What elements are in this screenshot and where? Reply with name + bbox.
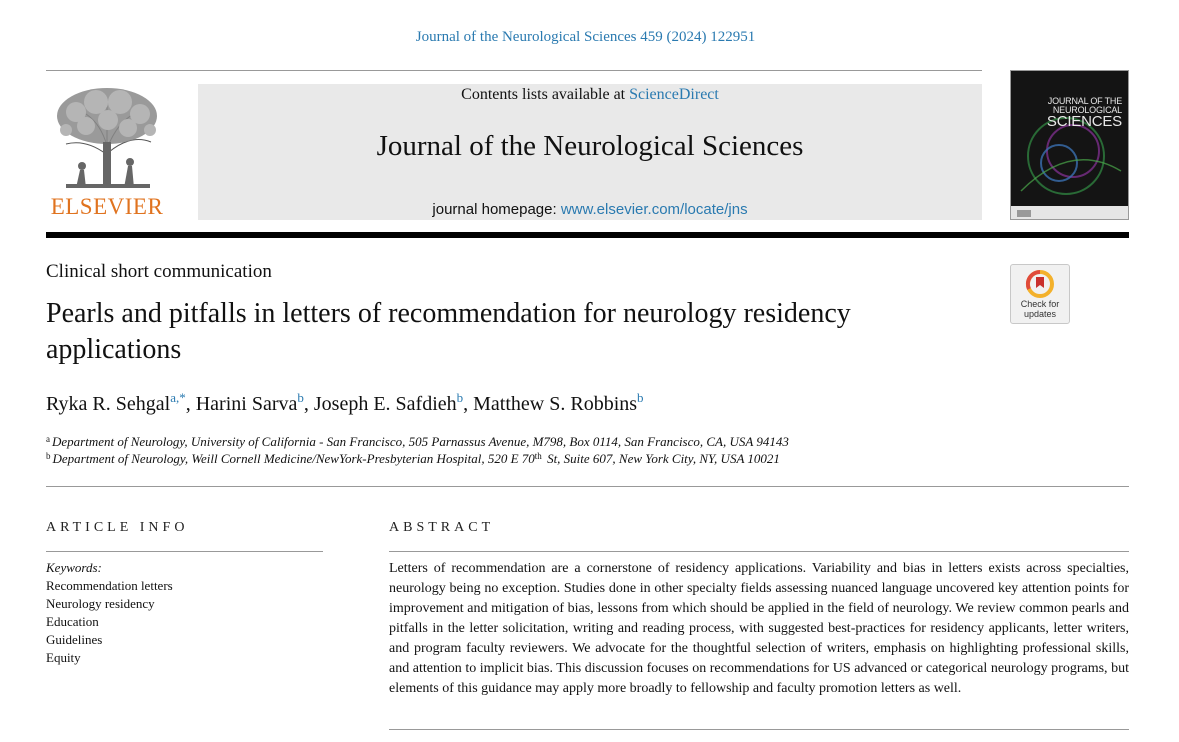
affiliation-text-end: St, Suite 607, New York City, NY, USA 10021 (543, 451, 780, 466)
article-info-heading: ARTICLE INFO (46, 520, 189, 535)
affiliation-label: a (46, 434, 50, 444)
abstract-text: Letters of recommendation are a cornerstone of residency applications. Variability and bias in letters exists across specialties, neurology being no exception. Studies done in other specialty fields assessing nuanced language uncovered key attention points for improvement and mitigation of bias, lessons from which should be applied in the field of neurology. We review common pearls and pitfalls in the letter solicitation, writing and reading process, with suggested best-practices for residency applicants, letter writers, and program faculty reviewers. We advocate for the thoughtful selection of writers, emphasis on highlighting professional skills, and attention to implicit bias. This discussion focuses on recommendations for US advanced or categorical neurology programs, but elements of this guidance may apply more broadly to fellowship and faculty promotion letters as well. (389, 561, 1129, 696)
crossmark-icon (1025, 269, 1055, 299)
keyword-item: Neurology residency (46, 596, 155, 611)
keyword-item: Equity (46, 650, 81, 665)
elsevier-wordmark: ELSEVIER (50, 194, 164, 219)
check-updates-label-2: updates (1023, 309, 1057, 319)
affiliation-a (46, 434, 789, 450)
journal-header-band (198, 84, 982, 220)
journal-reference[interactable]: Journal of the Neurological Sciences 459 (2024) 122951 (415, 29, 756, 45)
affiliation-text: Department of Neurology, Weill Cornell Medicine/NewYork-Presbyterian Hospital, 520 E 70 (52, 451, 535, 466)
author-name[interactable]: Joseph E. Safdieh (313, 393, 457, 415)
cover-title-line-2: NEUROLOGICAL (1052, 105, 1122, 115)
affiliation-b (46, 451, 780, 467)
author-separator: , (185, 393, 196, 415)
elsevier-logo[interactable] (46, 84, 168, 220)
journal-title: Journal of the Neurological Sciences (376, 130, 804, 162)
abstract-heading: ABSTRACT (389, 520, 495, 535)
author-affiliation-sup[interactable]: b (637, 390, 644, 405)
affiliation-ordinal-sup: th (534, 451, 542, 461)
affiliation-text: Department of Neurology, University of California - San Francisco, 505 Parnassus Avenue, M798, Box 0114, San Francisco, CA, USA 94143 (52, 434, 789, 449)
article-title: Pearls and pitfalls in letters of recommendation for neurology residency applications (46, 298, 851, 365)
author-list (46, 390, 644, 416)
keyword-item: Recommendation letters (46, 578, 173, 593)
journal-cover-image[interactable] (1010, 70, 1129, 220)
keywords-label: Keywords: (46, 560, 102, 575)
cover-art-icon (1011, 71, 1129, 220)
keywords-block (46, 559, 173, 667)
author-name[interactable]: Harini Sarva (195, 393, 298, 415)
journal-homepage-link[interactable]: www.elsevier.com/locate/jns (560, 201, 748, 218)
contents-line (198, 86, 982, 104)
author-name[interactable]: Matthew S. Robbins (473, 393, 638, 415)
article-info-divider (46, 551, 323, 552)
author-affiliation-sup[interactable]: a,* (170, 390, 186, 405)
affiliation-label: b (46, 451, 51, 461)
section-divider (46, 486, 1129, 487)
keyword-item: Education (46, 614, 99, 629)
tree-emblem-icon (46, 84, 168, 192)
sciencedirect-link[interactable]: ScienceDirect (629, 86, 719, 103)
top-divider (46, 70, 982, 71)
keyword-item: Guidelines (46, 632, 103, 647)
author-affiliation-sup[interactable]: b (297, 390, 304, 405)
author-separator: , (463, 393, 474, 415)
check-for-updates-button[interactable] (1010, 264, 1070, 324)
abstract-divider (389, 551, 1129, 552)
author-affiliation-sup[interactable]: b (456, 390, 464, 405)
homepage-prefix: journal homepage: (432, 201, 561, 218)
homepage-line (198, 201, 982, 218)
author-name[interactable]: Ryka R. Sehgal (46, 393, 171, 415)
cover-title-line-1: JOURNAL OF THE (1047, 96, 1122, 106)
cover-title (1042, 97, 1122, 129)
header-thick-divider (46, 232, 1129, 238)
check-updates-label-1: Check for (1020, 299, 1060, 309)
contents-prefix: Contents lists available at (461, 86, 630, 103)
cover-title-big: SCIENCES (1046, 113, 1122, 130)
article-type: Clinical short communication (46, 261, 272, 282)
author-separator: , (303, 393, 314, 415)
abstract-bottom-divider (389, 729, 1129, 730)
